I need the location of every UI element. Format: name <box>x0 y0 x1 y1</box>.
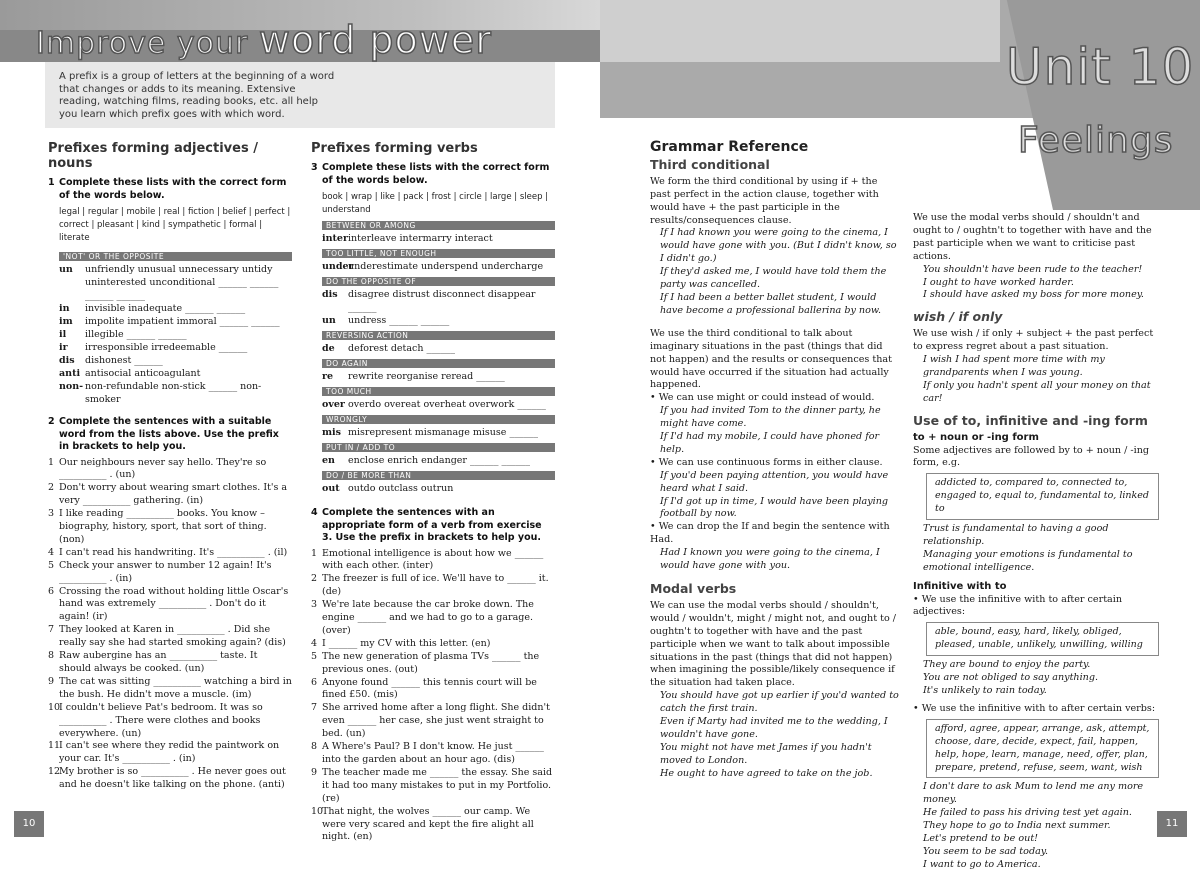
bullet: • We can use might or could instead of would. <box>650 392 875 404</box>
example: You shouldn't have been rude to the teacher! <box>923 263 1143 275</box>
prefix-groups <box>311 221 555 495</box>
sentence-text: The freezer is full of ice. We'll have to ______ it. (de) <box>322 573 549 598</box>
example: If I'd had my mobile, I could have phoned for help. <box>660 431 880 455</box>
exercise-number: 2 <box>48 416 55 427</box>
prefix-label: dis <box>59 355 75 366</box>
prefix-examples: invisible inadequate ______ ______ <box>85 303 246 314</box>
prefix-label: de <box>322 343 335 354</box>
prefix-examples: impolite impatient immoral ______ ______ <box>85 316 280 327</box>
intro-box <box>45 62 555 128</box>
sentence-item <box>48 482 292 508</box>
prefix-examples: illegible ______ ______ <box>85 329 187 340</box>
category-band: DO / BE MORE THAN <box>322 471 555 480</box>
unit-title: Unit 10 <box>1006 38 1195 96</box>
prefix-label: ir <box>59 342 68 353</box>
instruction-text: Complete these lists with the correct form of the words below. <box>322 162 550 186</box>
example: If you'd been paying attention, you would have heard what I said. <box>660 469 889 494</box>
bullet-text: We use the infinitive with to after certain adjectives: <box>913 593 1123 618</box>
paragraph: We can use the modal verbs should / shouldn't, would / wouldn't, might / might not, and ought to / oughtn't to together with have and the past participle when we want to talk about impossible situations in the past (things that did not happen) when imagining the possible/likely consequence if the situation had taken place. <box>650 599 897 689</box>
paragraph: We use wish / if only + subject + the past perfect to express regret about a past situation. <box>913 328 1154 353</box>
prefix-examples: rewrite reorganise reread ______ <box>348 371 505 382</box>
example: They are bound to enjoy the party. <box>923 659 1091 671</box>
prefix-examples: misrepresent mismanage misuse ______ <box>348 427 538 438</box>
prefix-row <box>322 454 555 467</box>
column-grammar-reference <box>650 141 900 781</box>
category-band: REVERSING ACTION <box>322 331 555 340</box>
example: I wish I had spent more time with my grandparents when I was young. <box>923 354 1105 378</box>
exercise-4-instruction <box>311 507 555 545</box>
sentence-item <box>311 651 555 677</box>
sentence-number: 9 <box>311 766 318 778</box>
sentence-item <box>48 766 292 792</box>
section-heading: Prefixes forming verbs <box>311 141 478 156</box>
prefix-examples: dishonest ______ <box>85 355 163 366</box>
page-number-right: 11 <box>1157 811 1187 837</box>
prefix-label: im <box>59 316 73 327</box>
category-band: DO AGAIN <box>322 359 555 368</box>
example: Managing your emotions is fundamental to emotional intelligence. <box>923 548 1133 573</box>
sentence-text: They looked at Karen in __________ . Did she really say she had started smoking again? (dis) <box>59 624 286 649</box>
title-part-b: word power <box>258 18 492 62</box>
sentence-list <box>48 457 292 793</box>
prefix-row <box>322 314 555 327</box>
prefix-row <box>322 370 555 383</box>
sentence-number: 2 <box>48 482 55 494</box>
example: If I had been a better ballet student, I would have become a professional ballerina by now. <box>660 291 882 316</box>
prefix-label: en <box>322 455 335 466</box>
sentence-number: 6 <box>48 585 55 597</box>
use-of-heading: Use of to, infinitive and -ing form <box>913 412 1148 428</box>
sentence-list <box>311 548 555 845</box>
prefix-examples: underestimate underspend undercharge <box>348 261 544 272</box>
word-list: book | wrap | like | pack | frost | circle | large | sleep | understand <box>322 192 549 215</box>
paragraph: We use the modal verbs should / shouldn't and ought to / oughtn't to together with have and the past participle when we want to criticise past actions. <box>913 212 1152 262</box>
prefix-label <box>59 289 85 302</box>
prefix-row <box>322 398 555 411</box>
title-part-a: Improve your <box>36 26 249 61</box>
bullet-text: We can drop the If and begin the sentence with Had. <box>650 521 890 546</box>
sentence-number: 8 <box>311 741 318 753</box>
exercise-2-instruction <box>48 416 292 454</box>
column-grammar-continued <box>913 212 1159 872</box>
sentence-number: 7 <box>311 702 318 714</box>
sentence-item <box>48 508 292 547</box>
sentence-text: Crossing the road without holding little Oscar's hand was extremely __________ . Don't do it again! (ir) <box>59 585 289 623</box>
sentence-number: 10 <box>311 805 324 817</box>
example: Had I known you were going to the cinema, I would have gone with you. <box>660 547 880 572</box>
paragraph: We use the third conditional to talk about imaginary situations in the past (things that did not happen) and the results or consequences that would have occurred if the situation had actually happened. <box>650 327 892 391</box>
prefix-examples: undress ______ ______ <box>348 315 450 326</box>
example: He failed to pass his driving test yet again. <box>923 807 1132 819</box>
exercise-number: 1 <box>48 177 55 188</box>
prefix-row <box>59 341 292 354</box>
sentence-text: Raw aubergine has an __________ taste. It should always be cooked. (un) <box>59 650 258 674</box>
prefix-examples: deforest detach ______ <box>348 343 455 354</box>
verb-box: afford, agree, appear, arrange, ask, attempt, choose, dare, decide, expect, fail, happen, help, hope, learn, manage, need, offer, plan, prepare, pretend, refuse, seem, want, wish <box>926 719 1159 779</box>
sentence-item <box>48 740 292 766</box>
sentence-item <box>48 457 292 483</box>
section-heading: Prefixes forming adjectives / nouns <box>48 141 258 171</box>
bullet: • We can use continuous forms in either clause. <box>650 456 883 468</box>
sentence-text: Anyone found ______ this tennis court will be fined £50. (mis) <box>322 676 537 701</box>
prefix-label: mis <box>322 427 342 438</box>
category-band: TOO LITTLE, NOT ENOUGH <box>322 249 555 258</box>
prefix-examples: enclose enrich endanger ______ ______ <box>348 455 531 466</box>
sentence-text: Don't worry about wearing smart clothes. It's a very __________ gathering. (in) <box>59 482 288 507</box>
example: It's unlikely to rain today. <box>923 685 1047 696</box>
sentence-number: 9 <box>48 675 55 687</box>
bullet-text: We can use continuous forms in either clause. <box>658 456 883 468</box>
subheading: Infinitive with to <box>913 580 1007 592</box>
column-verbs <box>311 141 555 844</box>
sentence-text: The teacher made me ______ the essay. She said it had too many mistakes to put in my Portfolio. (re) <box>322 766 553 804</box>
example: I don't dare to ask Mum to lend me any more money. <box>923 781 1144 806</box>
sentence-text: The new generation of plasma TVs ______ the previous ones. (out) <box>322 650 540 675</box>
unit-subtitle: Feelings <box>1018 120 1174 161</box>
instruction-text: Complete the sentences with a suitable word from the lists above. Use the prefix in brackets to help you. <box>59 416 279 452</box>
sentence-text: Check your answer to number 12 again! It's __________ . (in) <box>59 559 272 584</box>
sentence-number: 1 <box>311 547 318 559</box>
sentence-item <box>311 767 555 806</box>
prefix-examples: ______ ______ <box>85 290 146 301</box>
exercise-number: 4 <box>311 507 318 518</box>
prefix-row <box>322 288 555 314</box>
example: If I'd got up in time, I would have been playing football by now. <box>660 495 889 520</box>
sentence-number: 6 <box>311 676 318 688</box>
sentence-item <box>48 560 292 586</box>
sentence-item <box>311 573 555 599</box>
sentence-number: 3 <box>48 508 55 520</box>
sentence-number: 4 <box>48 546 55 558</box>
paragraph: Some adjectives are followed by to + noun / -ing form, e.g. <box>913 444 1150 469</box>
sentence-item <box>48 676 292 702</box>
bullet-text: We use the infinitive with to after certain verbs: <box>921 702 1156 714</box>
sentence-number: 7 <box>48 624 55 636</box>
sentence-item <box>311 741 555 767</box>
prefix-examples: antisocial anticoagulant <box>85 368 201 379</box>
subheading: to + noun or -ing form <box>913 431 1039 443</box>
column-adjectives-nouns <box>48 141 292 792</box>
prefix-examples: uninterested unconditional ______ ______ <box>85 277 279 288</box>
sentence-text: She arrived home after a long flight. She didn't even ______ her case, she just went straight to bed. (un) <box>322 702 550 740</box>
example: He ought to have agreed to take on the job. <box>660 767 873 779</box>
sentence-item <box>48 624 292 650</box>
sentence-text: My brother is so __________ . He never goes out and he doesn't like talking on the phone. (anti) <box>59 766 286 791</box>
prefix-label: un <box>59 264 73 275</box>
exercise-1-instruction <box>48 177 292 202</box>
sentence-number: 10 <box>48 701 61 713</box>
prefix-examples: outdo outclass outrun <box>348 483 454 494</box>
category-band: 'NOT' OR THE OPPOSITE <box>59 252 292 261</box>
sentence-item <box>311 599 555 638</box>
example: If I had known you were going to the cinema, I would have gone with you. (But I didn't know, so I didn't go.) <box>660 227 897 265</box>
sentence-text: I ______ my CV with this letter. (en) <box>322 637 491 649</box>
prefix-row <box>59 302 292 315</box>
wish-heading: wish / if only <box>913 309 1003 325</box>
bullet-text: We can use might or could instead of would. <box>658 392 875 404</box>
instruction-text: Complete the sentences with an appropriate form of a verb from exercise 3. Use the prefix in brackets to help you. <box>322 507 542 543</box>
sentence-text: I like reading __________ books. You know – biography, history, sport, that sort of thing. (non) <box>59 508 267 545</box>
prefix-label: re <box>322 371 334 382</box>
word-list: legal | regular | mobile | real | fiction | belief | perfect | correct | pleasant | kind | sympathetic | formal | literate <box>59 207 291 243</box>
sentence-text: Our neighbours never say hello. They're so __________ . (un) <box>59 456 267 481</box>
prefix-examples: interleave intermarry interact <box>348 233 493 244</box>
prefix-row <box>59 367 292 380</box>
sentence-text: The cat was sitting __________ watching a bird in the bush. He didn't move a muscle. (im) <box>59 675 292 700</box>
bullet: • We use the infinitive with to after certain adjectives: <box>913 593 1123 618</box>
example: They hope to go to India next summer. <box>923 820 1111 832</box>
sentence-number: 3 <box>311 599 318 611</box>
sentence-item <box>48 702 292 741</box>
sentence-number: 5 <box>48 559 55 571</box>
bullet: • We can drop the If and begin the sentence with Had. <box>650 521 890 546</box>
sentence-item <box>48 650 292 676</box>
prefix-label: anti <box>59 368 81 379</box>
sentence-item <box>48 547 292 560</box>
prefix-label: under <box>322 261 354 272</box>
sentence-number: 11 <box>48 740 61 752</box>
adjective-box: able, bound, easy, hard, likely, obliged, pleased, unable, unlikely, unwilling, willing <box>926 622 1159 656</box>
example: I ought to have worked harder. <box>923 276 1074 288</box>
sentence-text: A Where's Paul? B I don't know. He just ______ into the garden about an hour ago. (dis) <box>322 741 544 765</box>
example: You seem to be sad today. <box>923 845 1048 857</box>
category-band: PUT IN / ADD TO <box>322 443 555 452</box>
page-title <box>36 18 492 62</box>
sentence-text: I couldn't believe Pat's bedroom. It was so __________ . There were clothes and books everywhere. (un) <box>59 701 263 739</box>
prefix-row <box>322 342 555 355</box>
sentence-number: 5 <box>311 650 318 662</box>
sentence-item <box>48 586 292 625</box>
right-header-light-band <box>600 0 1000 62</box>
sentence-item <box>311 638 555 651</box>
bullet: • We use the infinitive with to after certain verbs: <box>913 702 1156 714</box>
sentence-number: 8 <box>48 650 55 662</box>
example: I want to go to America. <box>923 858 1041 870</box>
example: Trust is fundamental to having a good relationship. <box>923 523 1109 547</box>
example: I should have asked my boss for more money. <box>923 289 1144 301</box>
page-number-left: 10 <box>14 811 44 837</box>
prefix-label: in <box>59 303 70 314</box>
prefix-label: dis <box>322 289 338 300</box>
sentence-number: 2 <box>311 573 318 585</box>
example: Even if Marty had invited me to the wedding, I wouldn't have gone. <box>660 716 888 740</box>
adjective-box: addicted to, compared to, connected to, engaged to, equal to, fundamental to, linked to <box>926 473 1159 520</box>
sentence-item <box>311 702 555 741</box>
modal-verbs-heading: Modal verbs <box>650 581 737 596</box>
example: You are not obliged to say anything. <box>923 672 1099 684</box>
prefix-examples: non-refundable non-stick ______ non-smoker <box>85 381 262 405</box>
prefix-examples: irresponsible irredeemable ______ <box>85 342 248 353</box>
category-band: WRONGLY <box>322 415 555 424</box>
sentence-text: Emotional intelligence is about how we ______ with each other. (inter) <box>322 547 544 572</box>
sentence-text: We're late because the car broke down. The engine ______ and we had to go to a garage. (over) <box>322 599 534 636</box>
sentence-item <box>311 548 555 574</box>
exercise-3-instruction <box>311 162 555 187</box>
sentence-item <box>311 806 555 845</box>
prefix-row <box>59 276 292 289</box>
prefix-row <box>59 380 292 406</box>
category-band: DO THE OPPOSITE OF <box>322 277 555 286</box>
prefix-label: un <box>322 315 336 326</box>
instruction-text: Complete these lists with the correct form of the words below. <box>59 177 287 201</box>
prefix-row <box>59 289 292 302</box>
prefix-row <box>322 482 555 495</box>
sentence-number: 12 <box>48 766 61 778</box>
prefix-label: out <box>322 483 340 494</box>
prefix-row <box>59 328 292 341</box>
sentence-number: 1 <box>48 456 55 468</box>
sentence-text: That night, the wolves ______ our camp. We were very scared and kept the fire alight all night. (en) <box>322 805 534 843</box>
third-conditional-heading: Third conditional <box>650 156 770 172</box>
prefix-label: il <box>59 329 67 340</box>
prefix-list <box>48 263 292 406</box>
exercise-number: 3 <box>311 162 318 173</box>
prefix-examples: overdo overeat overheat overwork ______ <box>348 399 546 410</box>
example: You might not have met James if you hadn't moved to London. <box>660 741 872 766</box>
sentence-text: I can't read his handwriting. It's __________ . (il) <box>59 546 288 558</box>
prefix-label: non- <box>59 381 84 392</box>
example: If only you hadn't spent all your money on that car! <box>923 379 1151 404</box>
prefix-label <box>59 276 85 289</box>
example: Let's pretend to be out! <box>923 833 1039 845</box>
prefix-row <box>322 232 555 245</box>
example: You should have got up earlier if you'd wanted to catch the first train. <box>660 690 899 715</box>
prefix-examples: disagree distrust disconnect disappear ______ <box>348 289 536 313</box>
prefix-row <box>322 426 555 439</box>
paragraph: We form the third conditional by using if + the past perfect in the action clause, together with would have + the past participle in the results/consequences clause. <box>650 175 879 226</box>
grammar-reference-heading: Grammar Reference <box>650 139 809 155</box>
sentence-number: 4 <box>311 637 318 649</box>
category-band: BETWEEN OR AMONG <box>322 221 555 230</box>
sentence-text: I can't see where they redid the paintwork on your car. It's __________ . (in) <box>59 740 280 765</box>
prefix-label: over <box>322 399 345 410</box>
prefix-row <box>59 315 292 328</box>
sentence-item <box>311 677 555 703</box>
prefix-row <box>59 354 292 367</box>
category-band: TOO MUCH <box>322 387 555 396</box>
prefix-label: inter <box>322 233 348 244</box>
prefix-examples: unfriendly unusual unnecessary untidy <box>85 264 273 275</box>
example: If they'd asked me, I would have told them the party was cancelled. <box>660 266 887 291</box>
prefix-row <box>59 263 292 276</box>
intro-text: A prefix is a group of letters at the beginning of a word that changes or adds to its meaning. Extensive reading, watching films, reading books, etc. all help you learn which prefix goes with which word. <box>59 71 335 120</box>
prefix-row <box>322 260 555 273</box>
example: If you had invited Tom to the dinner party, he might have come. <box>660 405 881 430</box>
